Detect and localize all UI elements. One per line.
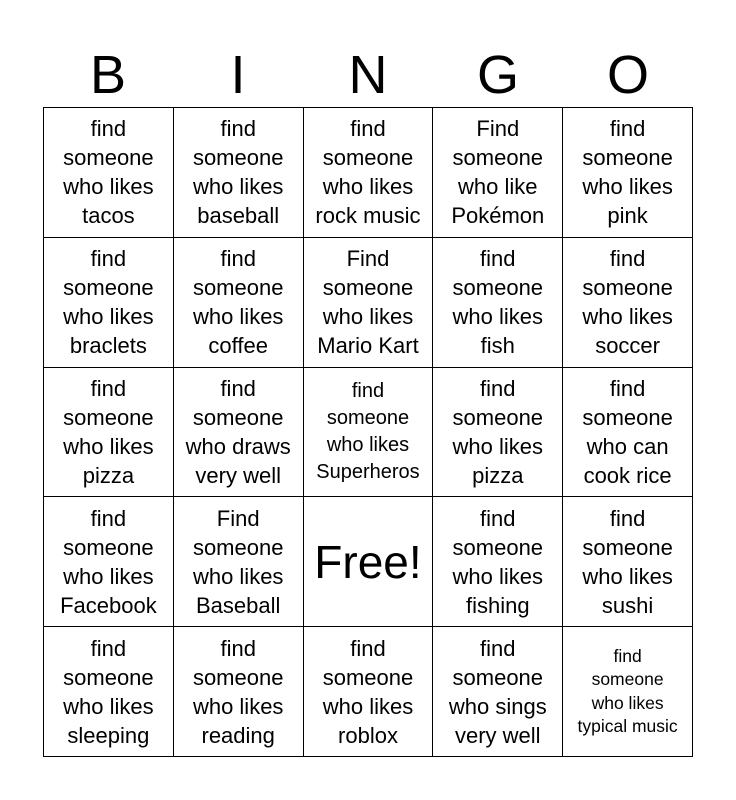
bingo-board	[43, 107, 693, 757]
bingo-cell[interactable]: find someone who likes reading	[174, 627, 304, 757]
bingo-cell[interactable]: find someone who likes rock music	[304, 108, 434, 238]
bingo-cell[interactable]: find someone who likes Superheros	[304, 368, 434, 498]
bingo-cell[interactable]: find someone who likes typical music	[563, 627, 693, 757]
bingo-cell[interactable]: find someone who can cook rice	[563, 368, 693, 498]
bingo-header	[43, 44, 693, 106]
bingo-cell[interactable]: find someone who likes tacos	[44, 108, 174, 238]
header-letter-b: B	[89, 45, 127, 105]
bingo-cell[interactable]: Find someone who likes Baseball	[174, 497, 304, 627]
bingo-cell[interactable]: find someone who draws very well	[174, 368, 304, 498]
bingo-cell[interactable]: find someone who likes roblox	[304, 627, 434, 757]
bingo-cell[interactable]: find someone who likes braclets	[44, 238, 174, 368]
bingo-cell[interactable]: find someone who likes pizza	[44, 368, 174, 498]
bingo-cell[interactable]: find someone who likes pizza	[433, 368, 563, 498]
bingo-cell[interactable]: find someone who likes soccer	[563, 238, 693, 368]
bingo-cell[interactable]: Find someone who likes Mario Kart	[304, 238, 434, 368]
bingo-cell[interactable]: Find someone who like Pokémon	[433, 108, 563, 238]
header-letter-n: N	[348, 45, 388, 105]
free-space-cell[interactable]: Free!	[304, 497, 434, 627]
header-letter-o: O	[606, 45, 649, 105]
bingo-cell[interactable]: find someone who sings very well	[433, 627, 563, 757]
bingo-cell[interactable]: find someone who likes baseball	[174, 108, 304, 238]
bingo-cell[interactable]: find someone who likes coffee	[174, 238, 304, 368]
bingo-cell[interactable]: find someone who likes fishing	[433, 497, 563, 627]
bingo-cell[interactable]: find someone who likes pink	[563, 108, 693, 238]
bingo-cell[interactable]: find someone who likes sleeping	[44, 627, 174, 757]
bingo-cell[interactable]: find someone who likes Facebook	[44, 497, 174, 627]
header-letter-i: I	[230, 45, 246, 105]
bingo-cell[interactable]: find someone who likes sushi	[563, 497, 693, 627]
header-letter-g: G	[476, 45, 519, 105]
bingo-cell[interactable]: find someone who likes fish	[433, 238, 563, 368]
